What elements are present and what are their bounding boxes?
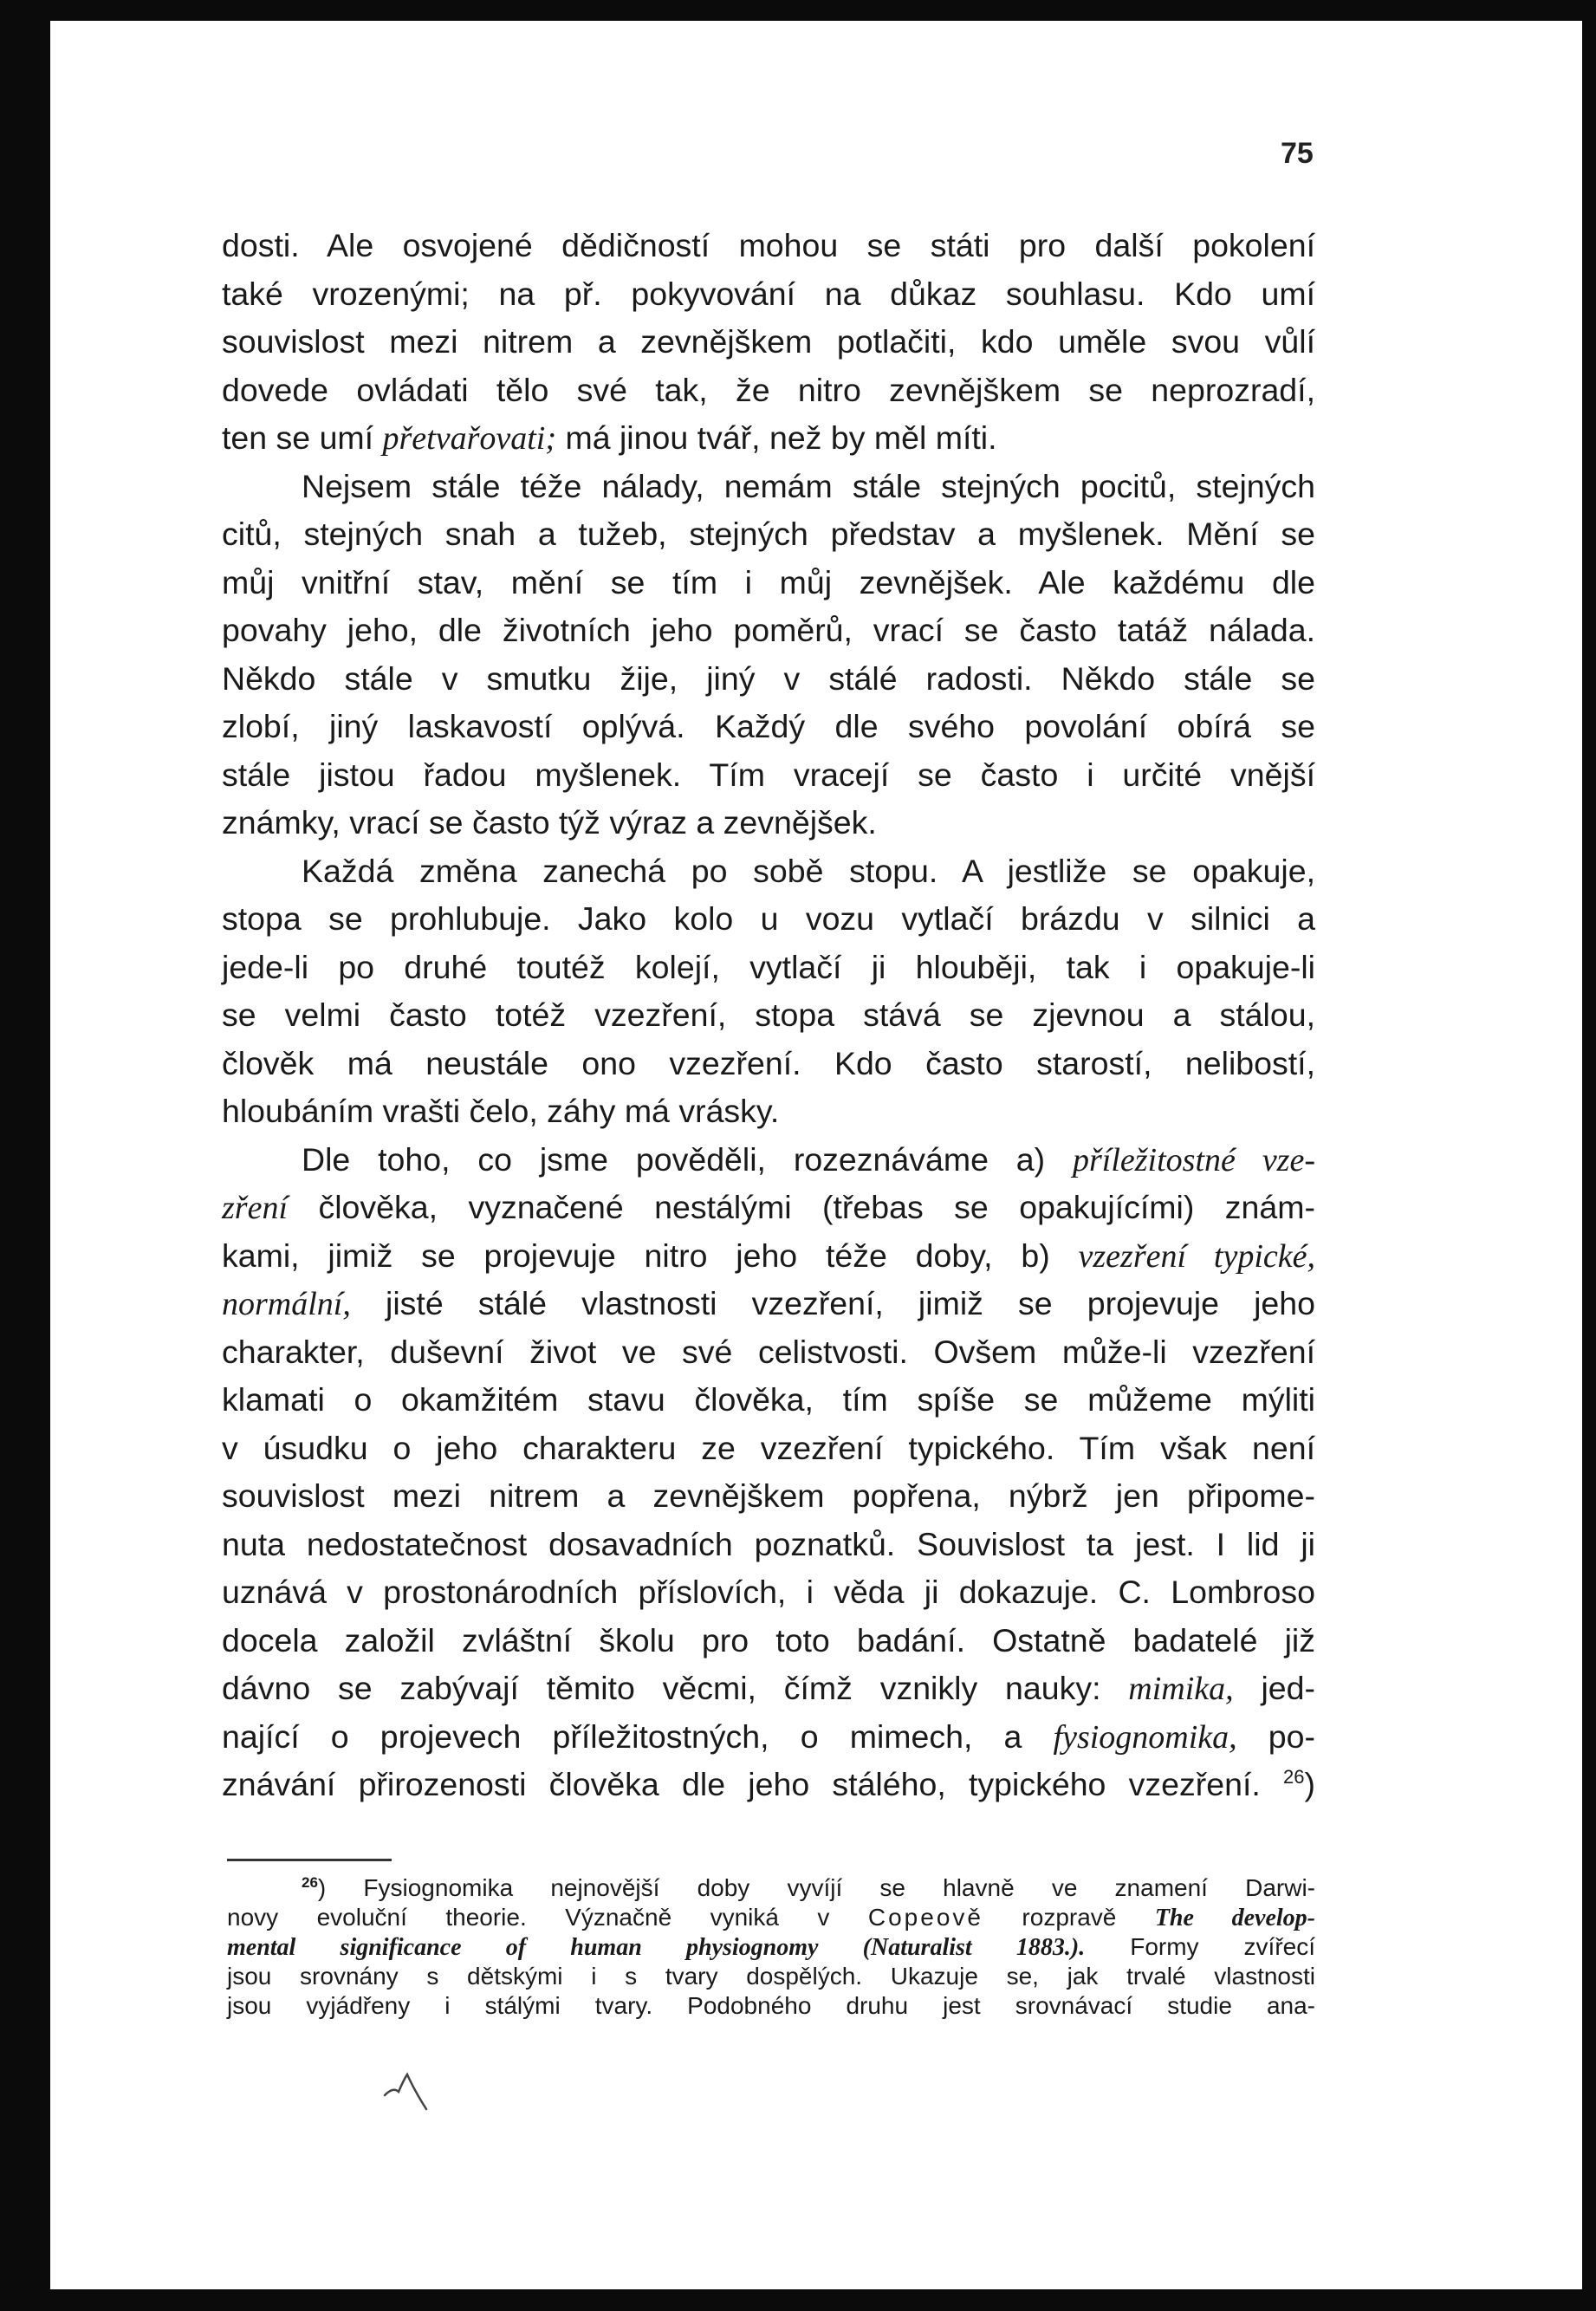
- italic-term: přetvařovati;: [382, 420, 557, 457]
- italic-term: normální,: [222, 1286, 351, 1322]
- text-line: Každá změna zanechá po sobě stopu. A jestliže se opakuje,: [302, 852, 1315, 889]
- text-run: jisté stálé vlastnosti vzezření, jimiž se projevuje jeho: [350, 1285, 1315, 1321]
- text-line: [222, 1665, 1315, 1713]
- text-run: člověka, vyznačené nestálými (třebas se opakujícími) znám-: [288, 1189, 1315, 1225]
- text-run: Formy zvířecí: [1085, 1933, 1315, 1960]
- text-line: [222, 414, 1315, 463]
- footnote: [227, 1873, 1315, 2021]
- text-run: má jinou tvář, než by měl míti.: [556, 419, 997, 456]
- text-line: také vrozenými; na př. pokyvování na důkaz souhlasu. Kdo umí: [222, 275, 1315, 312]
- text-run: kami, jimiž se projevuje nitro jeho téže doby, b): [222, 1237, 1079, 1274]
- text-line: [222, 1136, 1315, 1185]
- text-line: Někdo stále v smutku žije, jiný v stálé radosti. Někdo stále se: [222, 659, 1315, 697]
- text-line: citů, stejných snah a tužeb, stejných představ a myšlenek. Mění se: [222, 516, 1315, 552]
- italic-title: mental significance of human physiognomy (Naturalist 1883.).: [227, 1934, 1086, 1961]
- footnote-line: jsou vyjádřeny i stálými tvary. Podobného druhu jest srovnávací studie ana-: [227, 1992, 1315, 2019]
- text-run: ten se umí: [222, 419, 383, 456]
- text-line: dosti. Ale osvojené dědičností mohou se státi pro další pokolení: [222, 227, 1315, 263]
- italic-term: mimika,: [1128, 1671, 1234, 1707]
- footnote-line: [227, 1932, 1315, 1962]
- text-line: [222, 1184, 1315, 1232]
- footnote-divider: [227, 1859, 392, 1861]
- footnote-line: [227, 1903, 1315, 1932]
- page-number: 75: [1281, 137, 1314, 170]
- text-line: [222, 1761, 1315, 1809]
- text-line: [222, 1713, 1315, 1762]
- text-run: jed-: [1233, 1670, 1315, 1706]
- text-line: klamati o okamžitém stavu člověka, tím spíše se můžeme mýliti: [222, 1381, 1315, 1418]
- text-run: ): [1304, 1766, 1315, 1802]
- text-line: dovede ovládati tělo své tak, že nitro zevnějškem se neprozradí,: [222, 371, 1315, 408]
- text-line: [222, 1232, 1315, 1281]
- text-line: souvislost mezi nitrem a zevnějškem popřena, nýbrž jen připome-: [222, 1477, 1315, 1514]
- text-run: znávání přirozenosti člověka dle jeho stálého, typického vzezření.: [222, 1766, 1284, 1802]
- body-text: [222, 222, 1315, 1809]
- pencil-mark: [381, 2071, 433, 2114]
- text-line: nuta nedostatečnost dosavadních poznatků. Souvislost ta jest. I lid ji: [222, 1525, 1315, 1562]
- text-line: v úsudku o jeho charakteru ze vzezření typického. Tím však není: [222, 1429, 1315, 1466]
- text-run: novy evoluční theorie. Význačně vyniká v: [227, 1904, 868, 1931]
- text-line: hloubáním vrašti čelo, záhy má vrásky.: [222, 1093, 780, 1129]
- text-run: Dle toho, co jsme pověděli, rozeznáváme a): [302, 1140, 1073, 1178]
- text-run: po-: [1236, 1717, 1315, 1755]
- italic-title: The develop-: [1154, 1905, 1315, 1931]
- italic-term: vzezření typické,: [1078, 1237, 1315, 1275]
- footnote-reference[interactable]: 26: [1283, 1766, 1305, 1788]
- footnote-marker: 26: [302, 1874, 318, 1891]
- text-line: můj vnitřní stav, mění se tím i můj zevnějšek. Ale každému dle: [222, 563, 1315, 600]
- text-line: stopa se prohlubuje. Jako kolo u vozu vytlačí brázdu v silnici a: [222, 900, 1315, 937]
- text-run: nající o projevech příležitostných, o mimech, a: [222, 1717, 1054, 1755]
- text-line: zlobí, jiný laskavostí oplývá. Každý dle svého povolání obírá se: [222, 708, 1315, 744]
- text-line: známky, vrací se často týž výraz a zevnějšek.: [222, 804, 877, 841]
- text-line: [222, 1280, 1315, 1328]
- italic-term: příležitostné vze-: [1073, 1141, 1315, 1178]
- italic-term: zření: [222, 1190, 288, 1226]
- text-line: docela založil zvláštní školu pro toto badání. Ostatně badatelé již: [222, 1621, 1315, 1659]
- text-line: souvislost mezi nitrem a zevnějškem potlačiti, kdo uměle svou vůlí: [222, 323, 1315, 360]
- text-line: člověk má neustále ono vzezření. Kdo často starostí, nelibostí,: [222, 1044, 1315, 1081]
- text-run: ) Fysiognomika nejnovější doby vyvíjí se hlavně ve znamení Darwi-: [317, 1874, 1315, 1901]
- text-line: uznává v prostonárodních příslovích, i věda ji dokazuje. C. Lombroso: [222, 1574, 1315, 1610]
- text-line: se velmi často totéž vzezření, stopa stává se zjevnou a stálou,: [222, 996, 1315, 1033]
- text-line: jede-li po druhé toutéž kolejí, vytlačí ji hlouběji, tak i opakuje-li: [222, 948, 1315, 985]
- italic-term: fysiognomika,: [1053, 1718, 1237, 1756]
- text-run: rozpravě: [983, 1904, 1155, 1931]
- text-line: stále jistou řadou myšlenek. Tím vracejí se často i určité vnější: [222, 756, 1315, 793]
- footnote-line: jsou srovnány s dětskými i s tvary dospělých. Ukazuje se, jak trvalé vlastnosti: [227, 1963, 1315, 1990]
- text-line: Nejsem stále téže nálady, nemám stále stejných pocitů, stejných: [302, 467, 1315, 504]
- text-line: povahy jeho, dle životních jeho poměrů, vrací se často tatáž nálada.: [222, 612, 1315, 648]
- text-run: dávno se zabývají těmito věcmi, čímž vznikly nauky:: [222, 1670, 1129, 1706]
- text-line: charakter, duševní život ve své celistvosti. Ovšem může-li vzezření: [222, 1333, 1315, 1370]
- author-name: Copeově: [867, 1904, 983, 1931]
- footnote-line: [227, 1873, 1315, 1903]
